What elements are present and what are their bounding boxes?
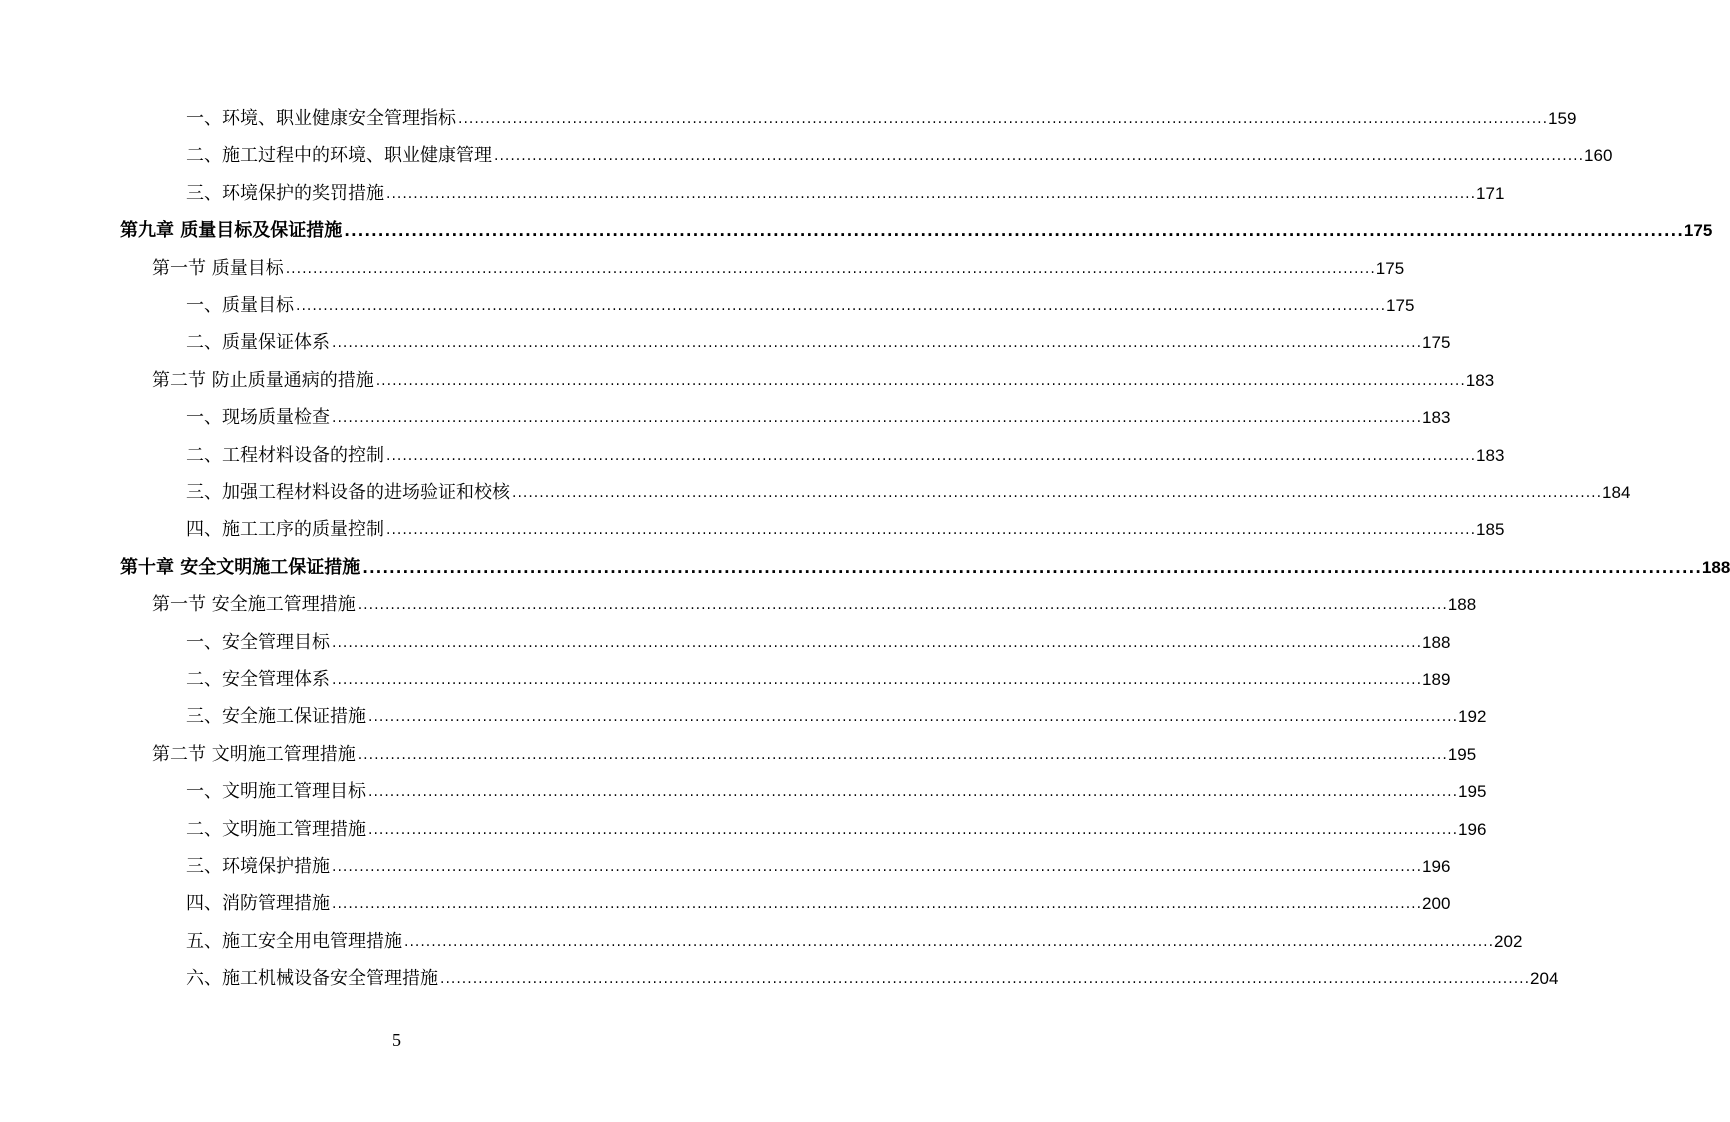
toc-section-entry[interactable]	[152, 362, 1495, 392]
toc-entry-page: 175	[1386, 296, 1415, 315]
toc-entry[interactable]	[186, 624, 1451, 654]
toc-entry[interactable]	[186, 399, 1451, 429]
dot-leader: ........................................................................................................................................................................................................	[357, 597, 1448, 614]
toc-entry-label: 一、现场质量检查	[186, 407, 330, 429]
dot-leader: ........................................................................................................................................................................................................	[458, 111, 1549, 127]
toc-entry-label: 一、安全管理目标	[186, 631, 330, 653]
toc-entry[interactable]	[186, 100, 1577, 130]
toc-entry-label: 二、施工过程中的环境、职业健康管理	[186, 145, 492, 167]
toc-entry-label: 二、安全管理体系	[186, 669, 330, 690]
dot-leader: ........................................................................................................................................................................................................	[332, 335, 1423, 352]
toc-entry-label: 一、文明施工管理目标	[186, 781, 366, 803]
toc-entry-label: 三、环境保护措施	[186, 856, 330, 877]
toc-entry-label: 四、施工工序的质量控制	[186, 519, 384, 541]
toc-entry-page: 160	[1584, 146, 1613, 166]
toc-entry-label: 第二节 防止质量通病的措施	[152, 369, 374, 391]
toc-entry[interactable]	[186, 661, 1451, 691]
toc-entry-label: 第一节 安全施工管理措施	[152, 594, 356, 616]
toc-entry-page: 183	[1476, 445, 1505, 465]
toc-entry-page: 175	[1375, 258, 1405, 278]
dot-leader: ........................................................................................................................................................................................................	[494, 148, 1585, 165]
toc-entry-label: 六、施工机械设备安全管理措施	[186, 968, 438, 990]
dot-leader: ........................................................................................................................................................................................................	[332, 896, 1423, 913]
toc-entry-label: 第二节 文明施工管理措施	[152, 743, 356, 765]
toc-entry[interactable]	[186, 848, 1451, 878]
toc-entry-page: 175	[1683, 221, 1713, 241]
toc-entry-page: 183	[1465, 370, 1495, 390]
dot-leader: ........................................................................................................................................................................................................	[368, 709, 1459, 726]
dot-leader: ........................................................................................................................................................................................................	[357, 746, 1448, 763]
toc-section-entry[interactable]	[152, 736, 1477, 766]
toc-entry-page: 184	[1602, 483, 1631, 502]
toc-entry-page: 195	[1447, 744, 1477, 764]
dot-leader: ........................................................................................................................................................................................................	[332, 634, 1423, 651]
dot-leader: ........................................................................................................................................................................................................	[512, 485, 1603, 501]
toc-entry-label: 第十章 安全文明施工保证措施	[120, 556, 361, 578]
toc-entry[interactable]	[186, 960, 1559, 990]
toc-entry-label: 四、消防管理措施	[186, 893, 330, 915]
toc-entry-page: 183	[1422, 408, 1451, 428]
toc-entry[interactable]	[186, 474, 1631, 504]
toc-entry-page: 188	[1422, 632, 1451, 652]
toc-entry-page: 196	[1458, 819, 1487, 839]
toc-entry-page: 192	[1458, 707, 1487, 727]
toc-section-entry[interactable]	[152, 250, 1405, 280]
dot-leader: ........................................................................................................................................................................................................	[386, 522, 1477, 539]
toc-entry[interactable]	[186, 511, 1505, 541]
dot-leader: ........................................................................................................................................................................................................	[368, 784, 1459, 801]
toc-entry-label: 三、安全施工保证措施	[186, 706, 366, 728]
dot-leader: ........................................................................................................................................................................................................	[404, 933, 1495, 950]
toc-entry-page: 202	[1494, 931, 1523, 951]
toc-entry-page: 195	[1458, 782, 1487, 802]
toc-entry[interactable]	[186, 287, 1415, 317]
toc-entry-page: 185	[1476, 520, 1505, 540]
dot-leader: ........................................................................................................................................................................................................	[296, 298, 1387, 314]
toc-entry[interactable]	[186, 175, 1505, 205]
dot-leader: ........................................................................................................................................................................................................	[386, 447, 1477, 464]
toc-entry-label: 第九章 质量目标及保证措施	[120, 220, 343, 242]
dot-leader: ........................................................................................................................................................................................................	[332, 859, 1423, 875]
dot-leader: ........................................................................................................................................................................................................	[344, 222, 1684, 241]
page-number: 5	[392, 1030, 401, 1050]
toc-entry-label: 一、质量目标	[186, 295, 294, 316]
toc-entry-label: 三、环境保护的奖罚措施	[186, 182, 384, 204]
dot-leader: ........................................................................................................................................................................................................	[368, 821, 1459, 838]
toc-chapter-entry[interactable]	[120, 549, 1730, 579]
toc-entry[interactable]	[186, 137, 1613, 167]
toc-entry[interactable]	[186, 324, 1451, 354]
toc-entry-page: 159	[1548, 109, 1577, 128]
toc-entry-page: 188	[1701, 557, 1730, 577]
toc-entry[interactable]	[186, 811, 1487, 841]
toc-entry-page: 175	[1422, 333, 1451, 353]
toc-entry-label: 二、质量保证体系	[186, 332, 330, 354]
dot-leader: ........................................................................................................................................................................................................	[386, 185, 1477, 202]
toc-entry[interactable]	[186, 923, 1523, 953]
toc-entry-label: 三、加强工程材料设备的进场验证和校核	[186, 482, 510, 503]
dot-leader: ........................................................................................................................................................................................................	[285, 260, 1376, 277]
toc-entry[interactable]	[186, 437, 1505, 467]
toc-entry-label: 二、文明施工管理措施	[186, 818, 366, 840]
toc-section-entry[interactable]	[152, 586, 1477, 616]
dot-leader: ........................................................................................................................................................................................................	[332, 410, 1423, 427]
dot-leader: ........................................................................................................................................................................................................	[375, 372, 1466, 389]
toc-chapter-entry[interactable]	[120, 212, 1713, 242]
toc-entry-label: 二、工程材料设备的控制	[186, 444, 384, 466]
toc-entry[interactable]	[186, 698, 1487, 728]
dot-leader: ........................................................................................................................................................................................................	[362, 558, 1702, 577]
toc-entry-label: 一、环境、职业健康安全管理指标	[186, 108, 456, 129]
toc-entry-page: 188	[1447, 595, 1477, 615]
dot-leader: ........................................................................................................................................................................................................	[332, 672, 1423, 688]
toc-entry-label: 第一节 质量目标	[152, 257, 284, 279]
toc-entry[interactable]	[186, 885, 1451, 915]
toc-entry-page: 200	[1422, 894, 1451, 914]
toc-entry-page: 171	[1476, 183, 1505, 203]
toc-entry-label: 五、施工安全用电管理措施	[186, 930, 402, 952]
dot-leader: ........................................................................................................................................................................................................	[440, 971, 1531, 988]
toc-entry-page: 204	[1530, 969, 1559, 989]
toc-entry-page: 196	[1422, 857, 1451, 876]
toc-entry[interactable]	[186, 773, 1487, 803]
toc-entry-page: 189	[1422, 670, 1451, 689]
